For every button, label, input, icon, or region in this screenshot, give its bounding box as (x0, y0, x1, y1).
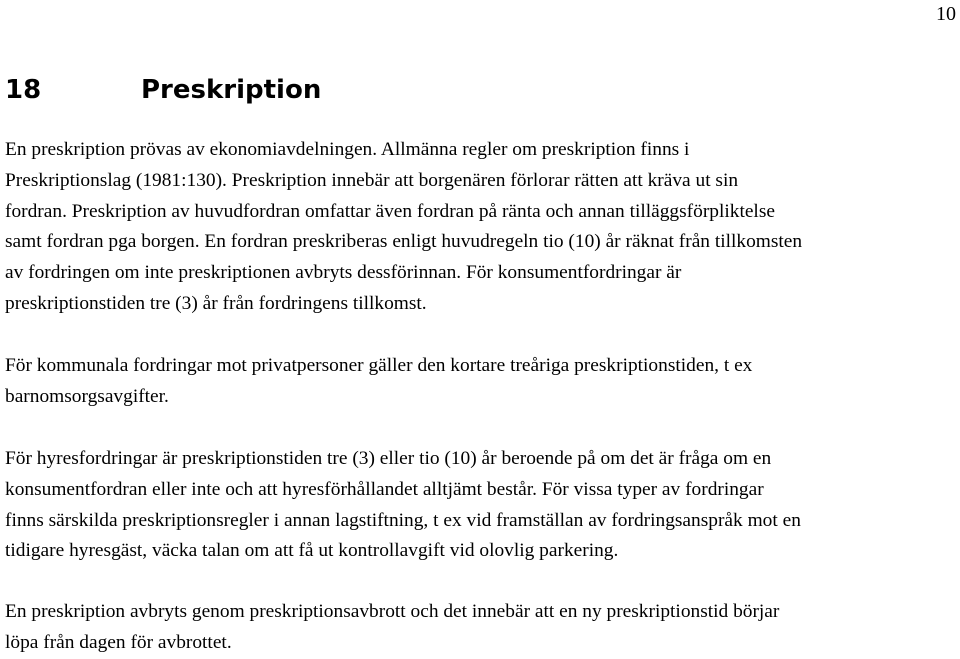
text-line: konsumentfordran eller inte och att hyresförhållandet alltjämt består. För vissa typer av fordringar (5, 478, 764, 500)
text-line: löpa från dagen för avbrottet. (5, 631, 232, 653)
text-line: samt fordran pga borgen. En fordran preskriberas enligt huvudregeln tio (10) år räknat från tillkomsten (5, 231, 803, 253)
text-line: En preskription avbryts genom preskriptionsavbrott och det innebär att en ny preskriptionstid börjar (5, 601, 780, 622)
section-heading (5, 72, 321, 108)
section-title: Preskription (141, 75, 322, 105)
text-line: En preskription prövas av ekonomiavdelningen. Allmänna regler om preskription finns i (5, 139, 690, 160)
paragraph-preskriptionsavbrott (5, 597, 957, 659)
text-line: Preskriptionslag (1981:130). Preskription innebär att borgenären förlorar rätten att kräva ut sin (5, 169, 739, 191)
text-line: av fordringen om inte preskriptionen avbryts dessförinnan. För konsumentfordringar är (5, 262, 682, 284)
section-number: 18 (5, 75, 42, 105)
text-line: tidigare hyresgäst, väcka talan om att få ut kontrollavgift vid olovlig parkering. (5, 540, 619, 562)
text-line: För hyresfordringar är preskriptionstiden tre (3) eller tio (10) år beroende på om det är fråga om en (5, 448, 772, 469)
page-number: 10 (936, 3, 956, 25)
text-line: barnomsorgsavgifter. (5, 385, 169, 407)
paragraph-preskription-general (5, 135, 957, 320)
text-line: preskriptionstiden tre (3) år från fordringens tillkomst. (5, 292, 427, 314)
paragraph-hyresfordringar (5, 444, 957, 567)
text-line: fordran. Preskription av huvudfordran omfattar även fordran på ränta och annan tilläggsförpliktelse (5, 200, 775, 222)
paragraph-kommunala-fordringar (5, 351, 957, 413)
text-line: finns särskilda preskriptionsregler i annan lagstiftning, t ex vid framställan av fordringsanspråk mot en (5, 509, 801, 531)
text-line: För kommunala fordringar mot privatpersoner gäller den kortare treåriga preskriptionstiden, t ex (5, 355, 753, 376)
